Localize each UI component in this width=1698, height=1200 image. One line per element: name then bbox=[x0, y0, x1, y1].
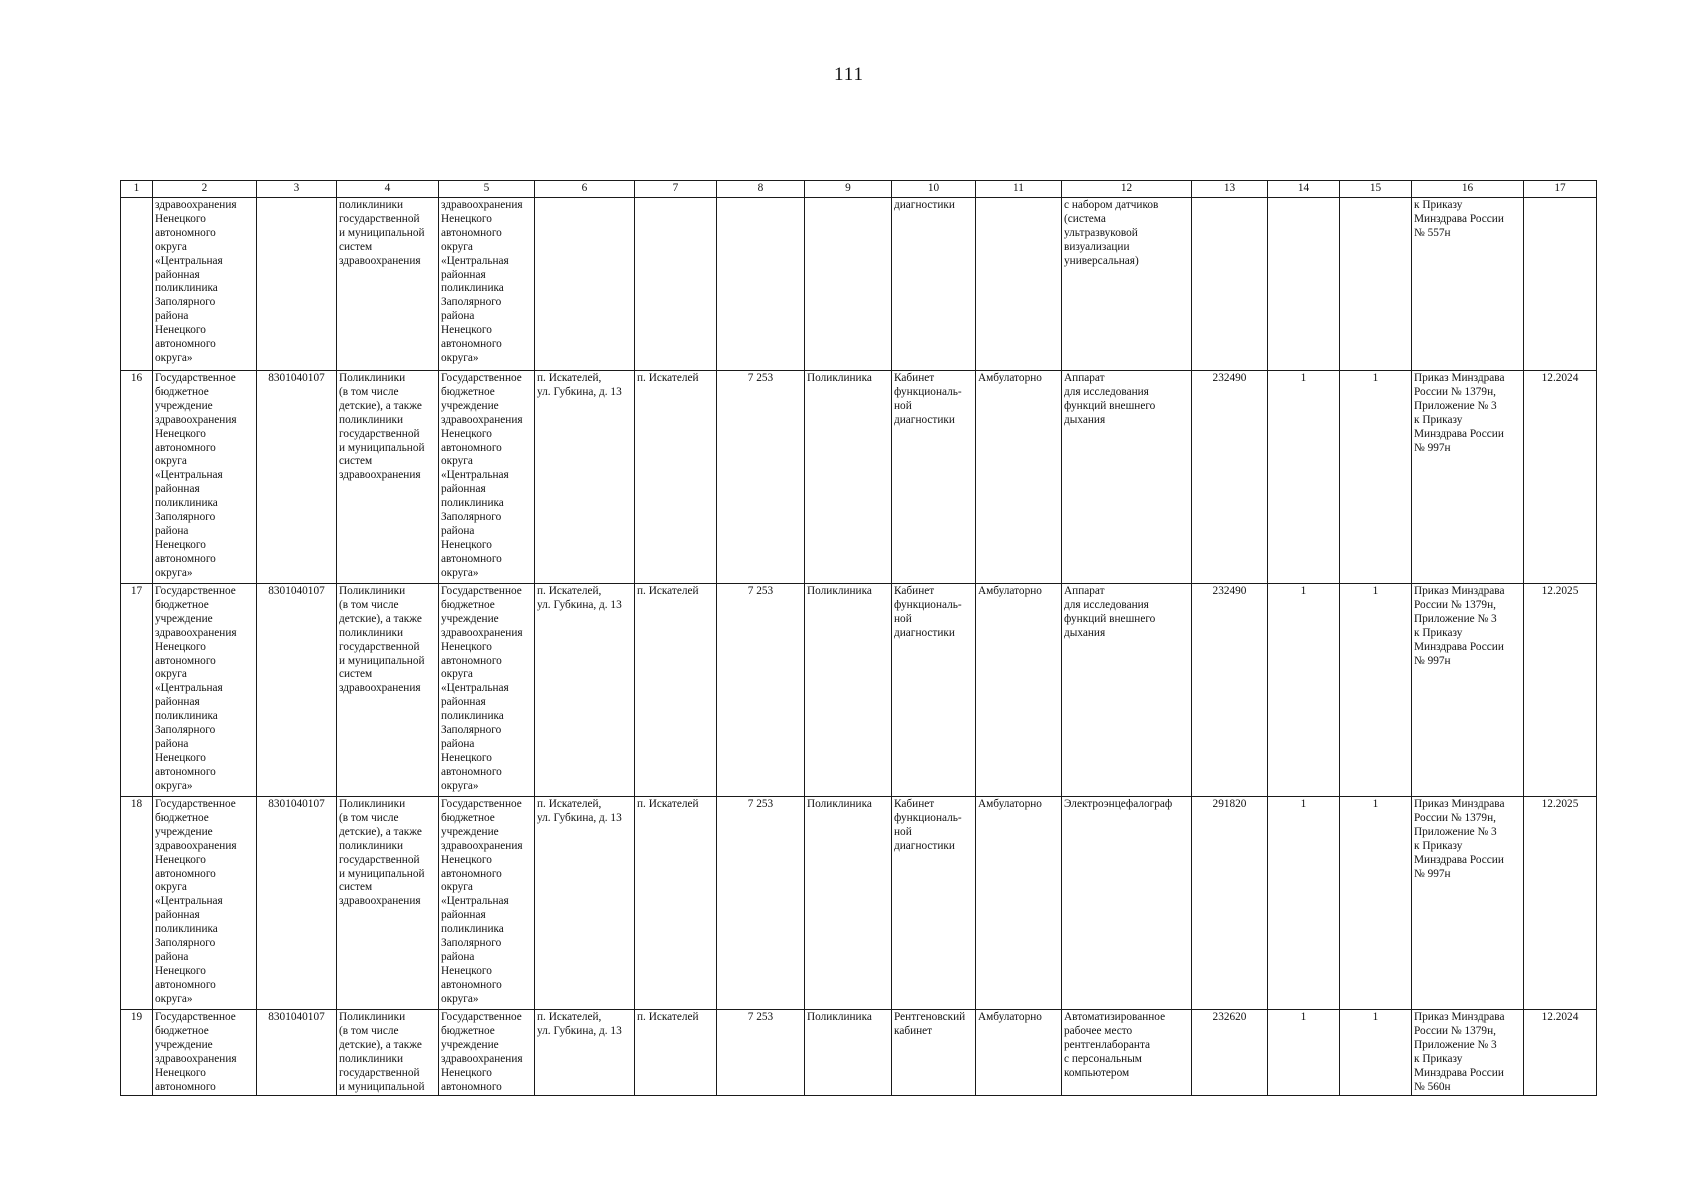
cell-room: Кабинет функциональ- ной диагностики bbox=[892, 371, 976, 584]
cell-address bbox=[535, 198, 635, 371]
cell-address: п. Искателей, ул. Губкина, д. 13 bbox=[535, 797, 635, 1010]
cell-settlement: п. Искателей bbox=[635, 797, 717, 1010]
cell-organization: Государственное бюджетное учреждение здравоохранения Ненецкого автономного округа «Центральная районная поликлиника Заполярного района Ненецкого автономного округа» bbox=[153, 797, 257, 1010]
cell-equipment-code: 232490 bbox=[1192, 371, 1268, 584]
cell-order: Приказ Минздрава России № 1379н, Приложение № 3 к Приказу Минздрава России № 997н bbox=[1412, 584, 1524, 797]
cell-qty: 1 bbox=[1340, 371, 1412, 584]
cell-row-number: 19 bbox=[121, 1010, 153, 1096]
cell-facility-type: поликлиники государственной и муниципальной систем здравоохранения bbox=[337, 198, 439, 371]
cell-qty bbox=[1340, 198, 1412, 371]
cell-qty: 1 bbox=[1340, 1010, 1412, 1096]
cell-facility: Поликлиника bbox=[805, 371, 892, 584]
table-row bbox=[121, 198, 1597, 371]
cell-population: 7 253 bbox=[717, 1010, 805, 1096]
column-header: 14 bbox=[1268, 181, 1340, 198]
column-header: 5 bbox=[439, 181, 535, 198]
cell-equipment: Аппарат для исследования функций внешнего дыхания bbox=[1062, 371, 1192, 584]
cell-organization-full: Государственное бюджетное учреждение здравоохранения Ненецкого автономного bbox=[439, 1010, 535, 1096]
cell-row-number bbox=[121, 198, 153, 371]
cell-equipment: с набором датчиков (система ультразвуковой визуализации универсальная) bbox=[1062, 198, 1192, 371]
cell-qty: 1 bbox=[1340, 584, 1412, 797]
cell-date bbox=[1524, 198, 1597, 371]
column-header: 3 bbox=[257, 181, 337, 198]
table-row bbox=[121, 797, 1597, 1010]
column-header: 15 bbox=[1340, 181, 1412, 198]
equipment-registry-table bbox=[120, 180, 1597, 1096]
cell-code: 8301040107 bbox=[257, 797, 337, 1010]
cell-facility-type: Поликлиники (в том числе детские), а также поликлиники государственной и муниципальной систем здравоохранения bbox=[337, 584, 439, 797]
cell-mode bbox=[976, 198, 1062, 371]
column-header: 9 bbox=[805, 181, 892, 198]
column-header: 6 bbox=[535, 181, 635, 198]
cell-qty-required bbox=[1268, 198, 1340, 371]
column-header: 4 bbox=[337, 181, 439, 198]
cell-organization: Государственное бюджетное учреждение здравоохранения Ненецкого автономного округа «Центральная районная поликлиника Заполярного района Ненецкого автономного округа» bbox=[153, 371, 257, 584]
cell-settlement: п. Искателей bbox=[635, 371, 717, 584]
page-number: 111 bbox=[833, 64, 865, 85]
cell-organization-full: Государственное бюджетное учреждение здравоохранения Ненецкого автономного округа «Центральная районная поликлиника Заполярного района Ненецкого автономного округа» bbox=[439, 797, 535, 1010]
table-row bbox=[121, 371, 1597, 584]
cell-organization-full: здравоохранения Ненецкого автономного округа «Центральная районная поликлиника Заполярного района Ненецкого автономного округа» bbox=[439, 198, 535, 371]
cell-organization-full: Государственное бюджетное учреждение здравоохранения Ненецкого автономного округа «Центральная районная поликлиника Заполярного района Ненецкого автономного округа» bbox=[439, 371, 535, 584]
cell-date: 12.2025 bbox=[1524, 584, 1597, 797]
cell-facility: Поликлиника bbox=[805, 797, 892, 1010]
cell-order: к Приказу Минздрава России № 557н bbox=[1412, 198, 1524, 371]
cell-order: Приказ Минздрава России № 1379н, Приложение № 3 к Приказу Минздрава России № 560н bbox=[1412, 1010, 1524, 1096]
cell-address: п. Искателей, ул. Губкина, д. 13 bbox=[535, 584, 635, 797]
cell-equipment-code: 291820 bbox=[1192, 797, 1268, 1010]
cell-equipment-code: 232490 bbox=[1192, 584, 1268, 797]
cell-mode: Амбулаторно bbox=[976, 797, 1062, 1010]
column-header: 10 bbox=[892, 181, 976, 198]
cell-facility-type: Поликлиники (в том числе детские), а также поликлиники государственной и муниципальной систем здравоохранения bbox=[337, 371, 439, 584]
cell-organization: Государственное бюджетное учреждение здравоохранения Ненецкого автономного округа «Центральная районная поликлиника Заполярного района Ненецкого автономного округа» bbox=[153, 584, 257, 797]
cell-row-number: 16 bbox=[121, 371, 153, 584]
column-header: 17 bbox=[1524, 181, 1597, 198]
cell-population: 7 253 bbox=[717, 797, 805, 1010]
cell-qty-required: 1 bbox=[1268, 584, 1340, 797]
cell-address: п. Искателей, ул. Губкина, д. 13 bbox=[535, 1010, 635, 1096]
cell-mode: Амбулаторно bbox=[976, 584, 1062, 797]
column-header: 12 bbox=[1062, 181, 1192, 198]
cell-row-number: 18 bbox=[121, 797, 153, 1010]
column-header: 2 bbox=[153, 181, 257, 198]
cell-mode: Амбулаторно bbox=[976, 371, 1062, 584]
cell-facility-type: Поликлиники (в том числе детские), а также поликлиники государственной и муниципальной bbox=[337, 1010, 439, 1096]
cell-order: Приказ Минздрава России № 1379н, Приложение № 3 к Приказу Минздрава России № 997н bbox=[1412, 371, 1524, 584]
cell-code bbox=[257, 198, 337, 371]
cell-qty-required: 1 bbox=[1268, 371, 1340, 584]
cell-room: Рентгеновский кабинет bbox=[892, 1010, 976, 1096]
cell-code: 8301040107 bbox=[257, 1010, 337, 1096]
cell-code: 8301040107 bbox=[257, 584, 337, 797]
table-row bbox=[121, 1010, 1597, 1096]
cell-room: Кабинет функциональ- ной диагностики bbox=[892, 584, 976, 797]
column-header: 13 bbox=[1192, 181, 1268, 198]
cell-order: Приказ Минздрава России № 1379н, Приложение № 3 к Приказу Минздрава России № 997н bbox=[1412, 797, 1524, 1010]
cell-facility bbox=[805, 198, 892, 371]
cell-row-number: 17 bbox=[121, 584, 153, 797]
cell-organization-full: Государственное бюджетное учреждение здравоохранения Ненецкого автономного округа «Центральная районная поликлиника Заполярного района Ненецкого автономного округа» bbox=[439, 584, 535, 797]
cell-organization: Государственное бюджетное учреждение здравоохранения Ненецкого автономного bbox=[153, 1010, 257, 1096]
cell-code: 8301040107 bbox=[257, 371, 337, 584]
cell-facility-type: Поликлиники (в том числе детские), а также поликлиники государственной и муниципальной систем здравоохранения bbox=[337, 797, 439, 1010]
cell-organization: здравоохранения Ненецкого автономного округа «Центральная районная поликлиника Заполярного района Ненецкого автономного округа» bbox=[153, 198, 257, 371]
cell-date: 12.2025 bbox=[1524, 797, 1597, 1010]
column-header: 16 bbox=[1412, 181, 1524, 198]
cell-qty-required: 1 bbox=[1268, 1010, 1340, 1096]
column-header: 7 bbox=[635, 181, 717, 198]
cell-facility: Поликлиника bbox=[805, 584, 892, 797]
cell-equipment: Автоматизированное рабочее место рентгенлаборанта с персональным компьютером bbox=[1062, 1010, 1192, 1096]
column-header: 11 bbox=[976, 181, 1062, 198]
cell-settlement: п. Искателей bbox=[635, 584, 717, 797]
table-row bbox=[121, 584, 1597, 797]
cell-room: Кабинет функциональ- ной диагностики bbox=[892, 797, 976, 1010]
header-row bbox=[121, 181, 1597, 198]
cell-settlement bbox=[635, 198, 717, 371]
cell-equipment: Аппарат для исследования функций внешнего дыхания bbox=[1062, 584, 1192, 797]
cell-mode: Амбулаторно bbox=[976, 1010, 1062, 1096]
cell-population: 7 253 bbox=[717, 371, 805, 584]
cell-equipment-code bbox=[1192, 198, 1268, 371]
cell-qty-required: 1 bbox=[1268, 797, 1340, 1010]
cell-equipment-code: 232620 bbox=[1192, 1010, 1268, 1096]
cell-room: диагностики bbox=[892, 198, 976, 371]
cell-population bbox=[717, 198, 805, 371]
cell-date: 12.2024 bbox=[1524, 1010, 1597, 1096]
cell-qty: 1 bbox=[1340, 797, 1412, 1010]
cell-settlement: п. Искателей bbox=[635, 1010, 717, 1096]
cell-facility: Поликлиника bbox=[805, 1010, 892, 1096]
cell-address: п. Искателей, ул. Губкина, д. 13 bbox=[535, 371, 635, 584]
column-header: 8 bbox=[717, 181, 805, 198]
cell-equipment: Электроэнцефалограф bbox=[1062, 797, 1192, 1010]
cell-population: 7 253 bbox=[717, 584, 805, 797]
cell-date: 12.2024 bbox=[1524, 371, 1597, 584]
column-header: 1 bbox=[121, 181, 153, 198]
